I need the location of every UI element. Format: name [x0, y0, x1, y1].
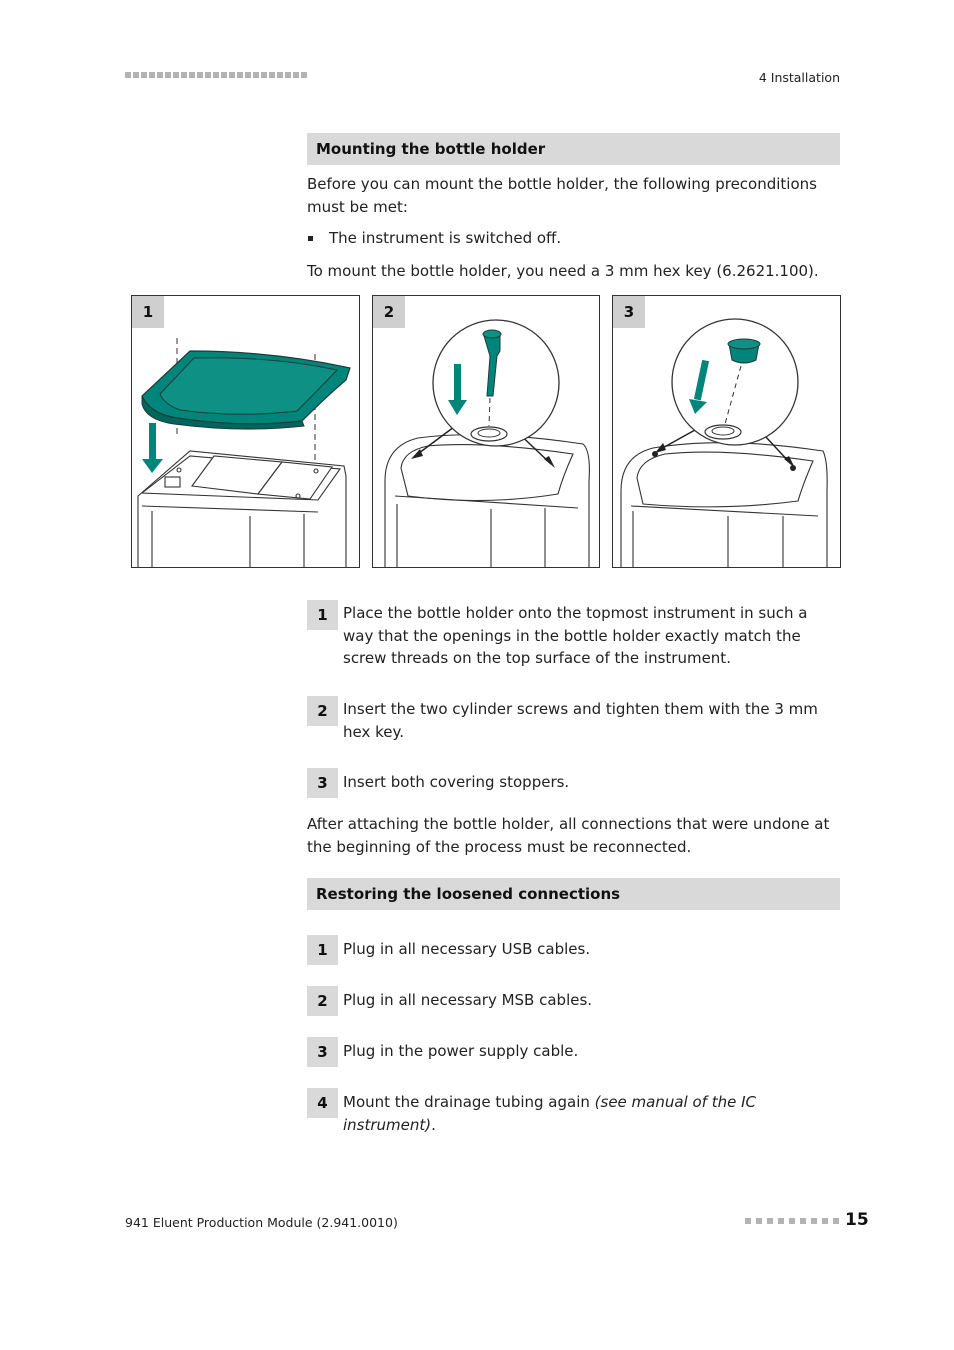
header-decoration-dots	[125, 72, 307, 80]
precondition-bullet: The instrument is switched off.	[329, 229, 562, 247]
step-text: Insert both covering stoppers.	[343, 773, 570, 791]
step-text: Plug in the power supply cable.	[343, 1042, 579, 1060]
figure-2-insert-screws	[372, 295, 600, 568]
figure-number: 1	[132, 296, 164, 328]
step-number: 3	[307, 768, 338, 798]
chapter-heading: 4 Installation	[758, 70, 840, 85]
step-number: 1	[307, 600, 338, 630]
step-text-main: Mount the drainage tubing again	[343, 1093, 595, 1111]
section-title-restoring: Restoring the loosened connections	[307, 878, 840, 910]
figure-1-place-holder	[131, 295, 360, 568]
step-text	[343, 1091, 843, 1136]
step-number: 3	[307, 1037, 338, 1067]
step-number: 2	[307, 986, 338, 1016]
step-number: 2	[307, 696, 338, 726]
figure-3-insert-stoppers	[612, 295, 841, 568]
step-number: 1	[307, 935, 338, 965]
cylinder-screw-illustration	[373, 296, 600, 568]
figure-number: 2	[373, 296, 405, 328]
step-text: Plug in all necessary MSB cables.	[343, 991, 593, 1009]
bullet-marker	[308, 236, 313, 241]
covering-stopper-illustration	[613, 296, 841, 568]
intro-paragraph: Before you can mount the bottle holder, the following preconditions must be met:	[307, 175, 817, 216]
footer-decoration-dots	[745, 1218, 839, 1226]
after-note: After attaching the bottle holder, all connections that were undone at the beginning of the process must be reconnected.	[307, 815, 830, 856]
step-number: 4	[307, 1088, 338, 1118]
manual-reference: (see manual of the IC instrument)	[343, 1093, 757, 1134]
step-text: Insert the two cylinder screws and tighten them with the 3 mm hex key.	[343, 700, 818, 741]
figure-number: 3	[613, 296, 645, 328]
bottle-holder-placement-illustration	[132, 296, 360, 568]
tool-note: To mount the bottle holder, you need a 3 mm hex key (6.2621.100).	[307, 262, 819, 280]
step-text: Place the bottle holder onto the topmost instrument in such a way that the openings in the bottle holder exactly match the screw threads on the top surface of the instrument.	[343, 604, 808, 667]
step-text-end: .	[431, 1115, 436, 1134]
section-title-mounting: Mounting the bottle holder	[307, 133, 840, 165]
page-number: 15	[845, 1210, 869, 1230]
step-text: Plug in all necessary USB cables.	[343, 940, 591, 958]
footer-product-name: 941 Eluent Production Module (2.941.0010)	[125, 1215, 398, 1230]
